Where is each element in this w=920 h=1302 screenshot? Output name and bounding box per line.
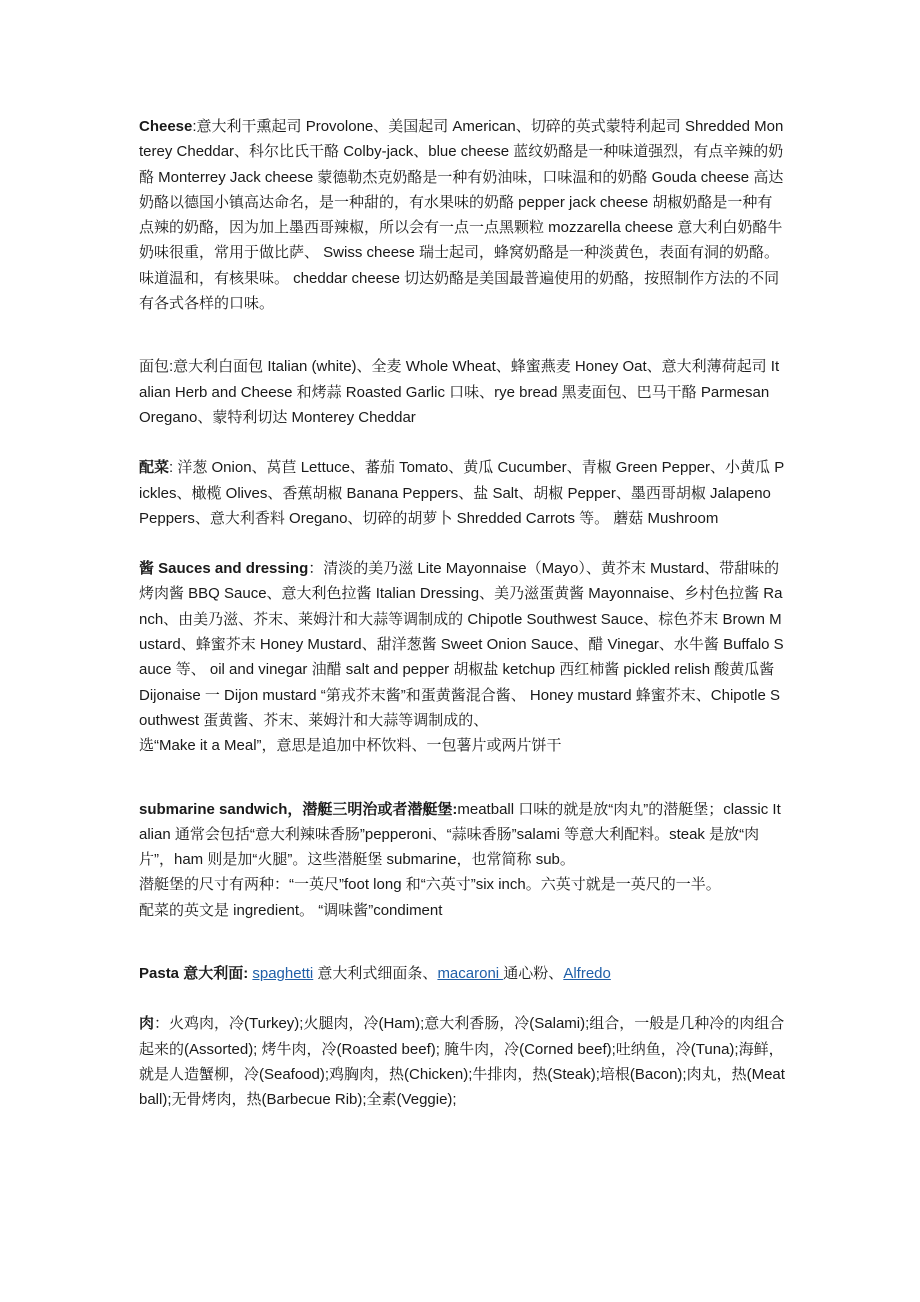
sides-section <box>139 455 785 531</box>
bread-section <box>139 354 785 430</box>
pasta-section <box>139 961 785 986</box>
cheese-paragraph <box>139 114 785 316</box>
bread-text: :意大利白面包 Italian (white)、全麦 Whole Wheat、蜂蜜燕麦 Honey Oat、意大利薄荷起司 Italian Herb and Cheese 和烤蒜 Roasted Garlic 口味、rye bread 黑麦面包、巴马干酪 Parmesan Oregano、蒙特利切达 Monterey Cheddar <box>139 358 780 426</box>
cheese-text: :意大利干熏起司 Provolone、美国起司 American、切碎的英式蒙特利起司 Shredded Monterey Cheddar、科尔比氏干酪 Colby-jack、blue cheese 蓝纹奶酪是一种味道强烈，有点辛辣的奶酪 Monterrey Jack cheese 蒙德勒杰克奶酪是一种有奶油味，口味温和的奶酪 Gouda cheese 高达奶酪以德国小镇高达命名，是一种甜的，有水果味的奶酪 pepper jack cheese 胡椒奶酪是一种有点辣的奶酪，因为加上墨西哥辣椒，所以会有一点一点黑颗粒 mozzarella cheese 意大利白奶酪牛奶味很重，常用于做比萨、 Swiss cheese 瑞士起司，蜂窝奶酪是一种淡黄色，表面有洞的奶酪。味道温和，有核果味。 cheddar cheese 切达奶酪是美国最普遍使用的奶酪，按照制作方法的不同有各式各样的口味。 <box>139 118 784 313</box>
sauces-section <box>139 556 785 758</box>
pasta-heading: Pasta 意大利面: <box>139 965 249 983</box>
macaroni-text: 通心粉、 <box>503 965 564 983</box>
meat-paragraph <box>139 1011 785 1112</box>
sauces-paragraph <box>139 556 785 733</box>
bread-heading: 面包 <box>139 358 170 376</box>
submarine-paragraph <box>139 797 785 873</box>
sauces-text: ：清淡的美乃滋 Lite Mayonnaise（Mayo）、黄芥末 Mustard、带甜味的烤肉酱 BBQ Sauce、意大利色拉酱 Italian Dressing、美乃滋蛋黄酱 Mayonnaise、乡村色拉酱 Ranch、由美乃滋、芥末、莱姆汁和大蒜等调制成的 Chipotle Southwest Sauce、棕色芥末 Brown Mustard、蜂蜜芥末 Honey Mustard、甜洋葱酱 Sweet Onion Sauce、醋 Vinegar、水牛酱 Buffalo Sauce 等、 oil and vinegar 油醋 salt and pepper 胡椒盐 ketchup 西红柿酱 pickled relish 酸黄瓜酱 Dijonaise 一 Dijon mustard “第戎芥末酱”和蛋黄酱混合酱、 Honey mustard 蜂蜜芥末、Chipotle Southwest 蛋黄酱、芥末、莱姆汁和大蒜等调制成的、 <box>139 560 784 729</box>
submarine-size-note: 潜艇堡的尺寸有两种：“一英尺”foot long 和“六英寸”six inch。六英寸就是一英尺的一半。 <box>139 876 721 894</box>
meat-section <box>139 1011 785 1112</box>
sides-text: : 洋葱 Onion、莴苣 Lettuce、蕃茄 Tomato、黄瓜 Cucumber、青椒 Green Pepper、小黄瓜 Pickles、橄榄 Olives、香蕉胡椒 Banana Peppers、盐 Salt、胡椒 Pepper、墨西哥胡椒 Jalapeno Peppers、意大利香料 Oregano、切碎的胡萝卜 Shredded Carrots 等。 蘑菇 Mushroom <box>139 459 785 527</box>
submarine-text: meatball 口味的就是放“肉丸”的潜艇堡；classic Italian 通常会包括“意大利辣味香肠”pepperoni、“蒜味香肠”salami 等意大利配料。steak 是放“肉片”，ham 则是加“火腿”。这些潜艇堡 submarine，也常简称 sub。 <box>139 800 781 869</box>
spaghetti-text: 意大利式细面条、 <box>313 965 438 983</box>
alfredo-link[interactable]: Alfredo <box>563 965 611 983</box>
cheese-section <box>139 114 785 316</box>
document-page <box>139 114 785 1113</box>
cheese-heading: Cheese <box>139 118 193 135</box>
pasta-paragraph <box>139 961 785 986</box>
submarine-section <box>139 797 785 923</box>
submarine-heading: submarine sandwich，潜艇三明治或者潜艇堡: <box>139 800 458 818</box>
submarine-ingredient-note: 配菜的英文是 ingredient。 “调味酱”condiment <box>139 901 443 919</box>
sides-heading: 配菜 <box>139 459 170 477</box>
bread-paragraph <box>139 354 785 430</box>
sides-paragraph <box>139 455 785 531</box>
macaroni-link[interactable]: macaroni <box>437 965 504 983</box>
sauces-heading: 酱 Sauces and dressing <box>139 560 309 578</box>
meat-heading: 肉 <box>139 1015 155 1033</box>
meat-text: ：火鸡肉，冷(Turkey);火腿肉，冷(Ham);意大利香肠，冷(Salami);组合，一般是几种冷的肉组合起来的(Assorted); 烤牛肉，冷(Roasted beef); 腌牛肉，冷(Corned beef);吐纳鱼，冷(Tuna);海鲜，就是人造蟹柳，冷(Seafood);鸡胸肉，热(Chicken);牛排肉，热(Steak);培根(Bacon);肉丸，热(Meat ball);无骨烤肉，热(Barbecue Rib);全素(Veggie); <box>139 1015 785 1109</box>
meal-note: 选“Make it a Meal”，意思是追加中杯饮料、一包薯片或两片饼干 <box>139 737 562 755</box>
spaghetti-link[interactable]: spaghetti <box>252 965 314 983</box>
